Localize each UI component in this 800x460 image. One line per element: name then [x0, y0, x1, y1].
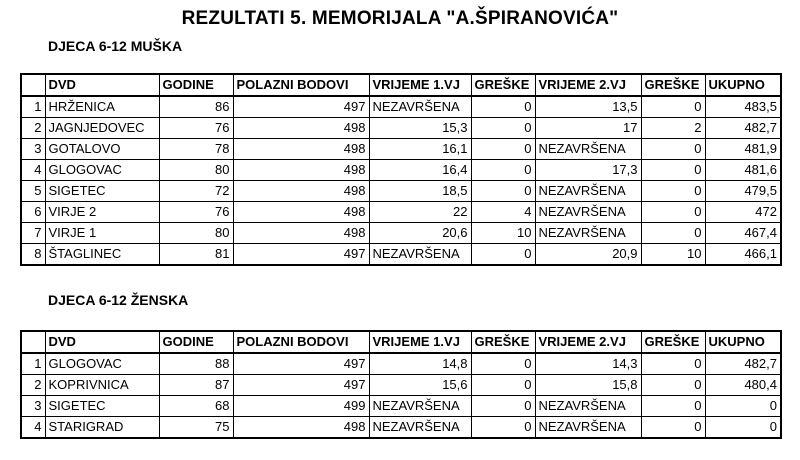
results-table-zenska [20, 330, 782, 439]
cell-rank: 1 [21, 353, 45, 375]
cell-ukupno: 482,7 [705, 353, 781, 375]
cell-rank: 5 [21, 181, 45, 202]
cell-polazni-bodovi: 498 [233, 118, 369, 139]
table-row [21, 96, 781, 118]
cell-ukupno: 466,1 [705, 244, 781, 266]
cell-vrijeme-2: NEZAVRŠENA [535, 202, 641, 223]
cell-greske-2: 0 [641, 139, 705, 160]
header-cell-vrijeme-2: VRIJEME 2.VJ [535, 331, 641, 353]
cell-vrijeme-1: 20,6 [369, 223, 471, 244]
cell-polazni-bodovi: 497 [233, 96, 369, 118]
table-header-row [21, 74, 781, 96]
cell-dvd: STARIGRAD [45, 417, 159, 439]
cell-dvd: SIGETEC [45, 396, 159, 417]
cell-dvd: GLOGOVAC [45, 353, 159, 375]
cell-dvd: SIGETEC [45, 181, 159, 202]
header-cell-polazni-bodovi: POLAZNI BODOVI [233, 74, 369, 96]
cell-godine: 88 [159, 353, 233, 375]
cell-greske-1: 0 [471, 139, 535, 160]
cell-polazni-bodovi: 498 [233, 223, 369, 244]
cell-dvd: ŠTAGLINEC [45, 244, 159, 266]
cell-greske-2: 0 [641, 396, 705, 417]
cell-greske-1: 0 [471, 118, 535, 139]
table-row [21, 375, 781, 396]
cell-rank: 3 [21, 139, 45, 160]
table-row [21, 139, 781, 160]
cell-polazni-bodovi: 498 [233, 181, 369, 202]
cell-dvd: GOTALOVO [45, 139, 159, 160]
cell-godine: 80 [159, 160, 233, 181]
cell-greske-2: 0 [641, 223, 705, 244]
cell-dvd: JAGNJEDOVEC [45, 118, 159, 139]
cell-dvd: GLOGOVAC [45, 160, 159, 181]
cell-godine: 86 [159, 96, 233, 118]
table-row [21, 417, 781, 439]
cell-greske-1: 0 [471, 353, 535, 375]
cell-vrijeme-1: 15,3 [369, 118, 471, 139]
cell-ukupno: 483,5 [705, 96, 781, 118]
header-cell-polazni-bodovi: POLAZNI BODOVI [233, 331, 369, 353]
cell-polazni-bodovi: 497 [233, 244, 369, 266]
cell-vrijeme-1: NEZAVRŠENA [369, 244, 471, 266]
cell-godine: 76 [159, 118, 233, 139]
cell-ukupno: 0 [705, 396, 781, 417]
header-cell-dvd: DVD [45, 74, 159, 96]
table-header-row [21, 331, 781, 353]
cell-polazni-bodovi: 498 [233, 139, 369, 160]
cell-rank: 8 [21, 244, 45, 266]
cell-greske-2: 0 [641, 353, 705, 375]
cell-greske-2: 10 [641, 244, 705, 266]
header-cell-index [21, 331, 45, 353]
table-row [21, 160, 781, 181]
cell-dvd: KOPRIVNICA [45, 375, 159, 396]
cell-godine: 81 [159, 244, 233, 266]
cell-vrijeme-1: 15,6 [369, 375, 471, 396]
cell-godine: 78 [159, 139, 233, 160]
cell-rank: 2 [21, 375, 45, 396]
table-row [21, 181, 781, 202]
section-heading-zenska: DJECA 6-12 ŽENSKA [48, 292, 189, 308]
cell-vrijeme-1: 16,4 [369, 160, 471, 181]
cell-vrijeme-2: 14,3 [535, 353, 641, 375]
table-row [21, 223, 781, 244]
cell-rank: 4 [21, 417, 45, 439]
cell-greske-1: 10 [471, 223, 535, 244]
cell-godine: 80 [159, 223, 233, 244]
cell-rank: 1 [21, 96, 45, 118]
cell-greske-1: 0 [471, 181, 535, 202]
header-cell-godine: GODINE [159, 74, 233, 96]
page-title: REZULTATI 5. MEMORIJALA "A.ŠPIRANOVIĆA" [181, 8, 619, 29]
cell-vrijeme-1: 22 [369, 202, 471, 223]
cell-vrijeme-1: NEZAVRŠENA [369, 396, 471, 417]
cell-greske-1: 0 [471, 375, 535, 396]
header-cell-vrijeme-1: VRIJEME 1.VJ [369, 74, 471, 96]
cell-greske-1: 4 [471, 202, 535, 223]
section-heading-muska: DJECA 6-12 MUŠKA [48, 38, 183, 54]
cell-ukupno: 482,7 [705, 118, 781, 139]
cell-rank: 2 [21, 118, 45, 139]
table-row [21, 244, 781, 266]
cell-rank: 3 [21, 396, 45, 417]
header-cell-godine: GODINE [159, 331, 233, 353]
cell-polazni-bodovi: 498 [233, 160, 369, 181]
table-row [21, 118, 781, 139]
cell-vrijeme-2: NEZAVRŠENA [535, 223, 641, 244]
cell-vrijeme-2: 17 [535, 118, 641, 139]
cell-polazni-bodovi: 499 [233, 396, 369, 417]
cell-vrijeme-2: NEZAVRŠENA [535, 396, 641, 417]
cell-greske-1: 0 [471, 96, 535, 118]
cell-greske-1: 0 [471, 396, 535, 417]
header-cell-vrijeme-2: VRIJEME 2.VJ [535, 74, 641, 96]
cell-greske-2: 0 [641, 202, 705, 223]
header-cell-greske-2: GREŠKE [641, 74, 705, 96]
cell-ukupno: 472 [705, 202, 781, 223]
header-cell-index [21, 74, 45, 96]
cell-dvd: VIRJE 1 [45, 223, 159, 244]
cell-godine: 72 [159, 181, 233, 202]
cell-vrijeme-1: NEZAVRŠENA [369, 417, 471, 439]
cell-polazni-bodovi: 498 [233, 417, 369, 439]
cell-greske-2: 2 [641, 118, 705, 139]
table-row [21, 202, 781, 223]
cell-ukupno: 479,5 [705, 181, 781, 202]
header-cell-greske-2: GREŠKE [641, 331, 705, 353]
cell-godine: 75 [159, 417, 233, 439]
cell-vrijeme-1: 16,1 [369, 139, 471, 160]
cell-vrijeme-2: 20,9 [535, 244, 641, 266]
cell-vrijeme-1: 14,8 [369, 353, 471, 375]
cell-vrijeme-2: NEZAVRŠENA [535, 139, 641, 160]
cell-vrijeme-2: NEZAVRŠENA [535, 417, 641, 439]
header-cell-greske-1: GREŠKE [471, 74, 535, 96]
cell-greske-1: 0 [471, 160, 535, 181]
cell-ukupno: 480,4 [705, 375, 781, 396]
table-row [21, 353, 781, 375]
cell-polazni-bodovi: 498 [233, 202, 369, 223]
cell-dvd: HRŽENICA [45, 96, 159, 118]
cell-godine: 87 [159, 375, 233, 396]
header-cell-ukupno: UKUPNO [705, 331, 781, 353]
header-cell-vrijeme-1: VRIJEME 1.VJ [369, 331, 471, 353]
cell-ukupno: 481,6 [705, 160, 781, 181]
cell-godine: 68 [159, 396, 233, 417]
cell-ukupno: 0 [705, 417, 781, 439]
header-cell-greske-1: GREŠKE [471, 331, 535, 353]
cell-greske-2: 0 [641, 375, 705, 396]
cell-greske-2: 0 [641, 96, 705, 118]
cell-rank: 6 [21, 202, 45, 223]
header-cell-ukupno: UKUPNO [705, 74, 781, 96]
cell-greske-1: 0 [471, 244, 535, 266]
cell-dvd: VIRJE 2 [45, 202, 159, 223]
cell-greske-2: 0 [641, 160, 705, 181]
cell-vrijeme-1: 18,5 [369, 181, 471, 202]
cell-vrijeme-2: 15,8 [535, 375, 641, 396]
cell-greske-1: 0 [471, 417, 535, 439]
table-row [21, 396, 781, 417]
cell-greske-2: 0 [641, 181, 705, 202]
cell-rank: 4 [21, 160, 45, 181]
cell-greske-2: 0 [641, 417, 705, 439]
cell-ukupno: 467,4 [705, 223, 781, 244]
results-table-muska [20, 73, 782, 266]
header-cell-dvd: DVD [45, 331, 159, 353]
cell-godine: 76 [159, 202, 233, 223]
cell-polazni-bodovi: 497 [233, 375, 369, 396]
cell-ukupno: 481,9 [705, 139, 781, 160]
cell-vrijeme-1: NEZAVRŠENA [369, 96, 471, 118]
cell-polazni-bodovi: 497 [233, 353, 369, 375]
cell-rank: 7 [21, 223, 45, 244]
cell-vrijeme-2: 13,5 [535, 96, 641, 118]
cell-vrijeme-2: 17,3 [535, 160, 641, 181]
cell-vrijeme-2: NEZAVRŠENA [535, 181, 641, 202]
